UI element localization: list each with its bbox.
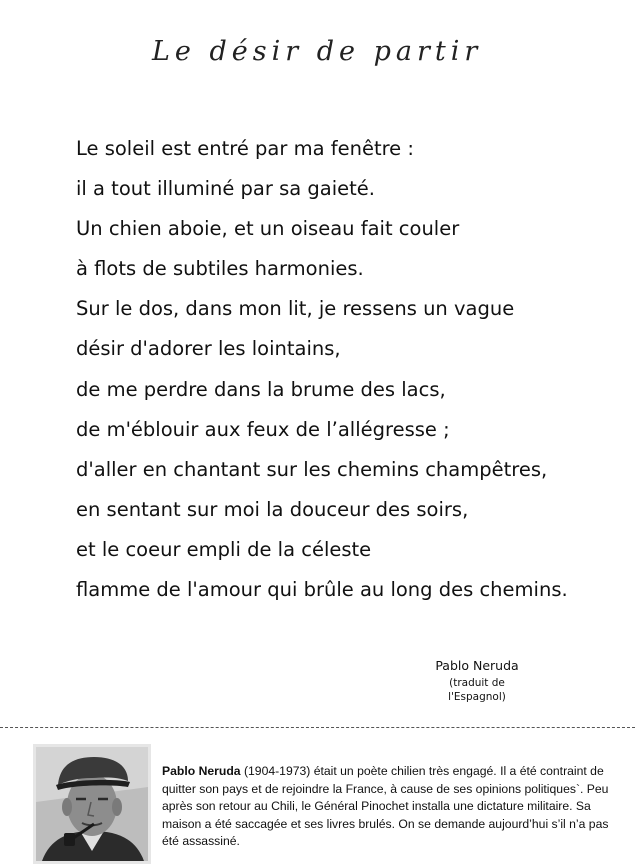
poem-line: il a tout illuminé par sa gaieté.	[76, 177, 375, 201]
poem-line: de me perdre dans la brume des lacs,	[76, 377, 446, 401]
poem-line: et le coeur empli de la céleste	[76, 537, 372, 561]
poem-line: de m'éblouir aux feux de l’allégresse ;	[76, 417, 450, 441]
poem-title: Le désir de partir	[152, 36, 483, 67]
portrait-image	[36, 747, 148, 861]
author-name: Pablo Neruda	[435, 658, 519, 673]
poem-line: désir d'adorer les lointains,	[76, 337, 341, 361]
poem-attribution	[420, 658, 534, 704]
bio-author-name: Pablo Neruda	[162, 764, 241, 778]
poem-line: en sentant sur moi la douceur des soirs,	[76, 497, 469, 521]
translation-note: (traduit de l'Espagnol)	[448, 677, 506, 703]
dashed-separator	[0, 727, 635, 728]
author-portrait	[33, 744, 151, 864]
poem-line: d'aller en chantant sur les chemins champêtres,	[76, 457, 548, 481]
poem-line: Un chien aboie, et un oiseau fait couler	[76, 217, 460, 241]
poem-line: Sur le dos, dans mon lit, je ressens un vague	[76, 297, 515, 321]
poem-body	[76, 132, 568, 613]
poem-line: à flots de subtiles harmonies.	[76, 257, 364, 281]
bio-text: (1904-1973) était un poète chilien très engagé. Il a été contraint de quitter son pays et de rejoindre la France, à cause de ses opinions politiques`. Peu après son retour au Chili, le Général Pinochet installa une dictature militaire. Sa maison a été saccagée et ses livres brulés. On se demande aujourd’hui s’il n’a pas été assassiné.	[162, 764, 609, 849]
author-biography	[162, 763, 622, 851]
poem-line: flamme de l'amour qui brûle au long des chemins.	[76, 578, 568, 602]
poem-line: Le soleil est entré par ma fenêtre :	[76, 137, 414, 160]
